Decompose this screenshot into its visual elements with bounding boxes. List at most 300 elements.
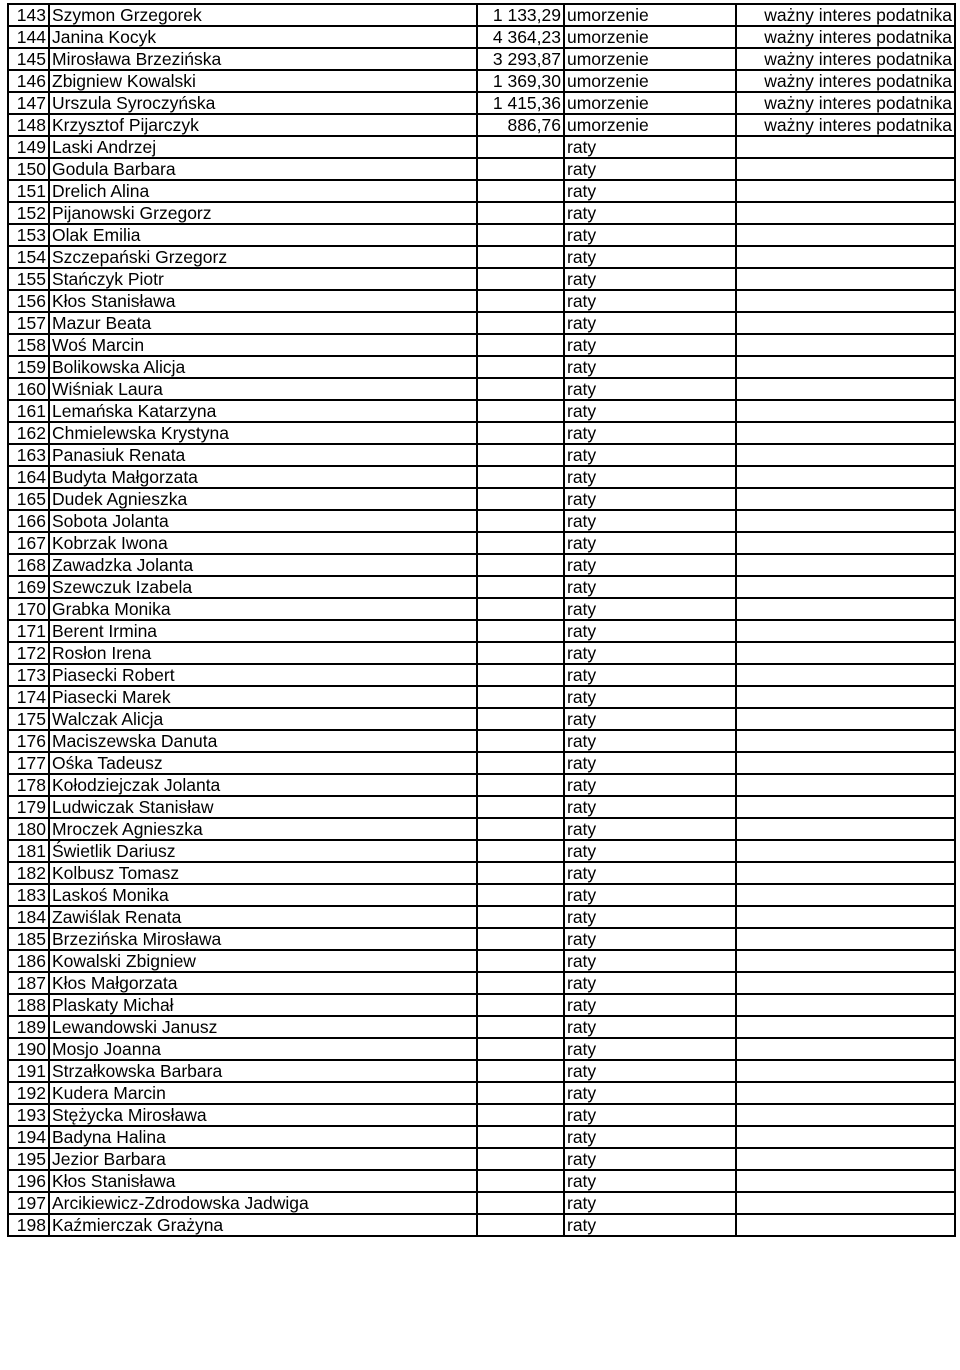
amount-cell [477,796,564,818]
person-name: Kłos Stanisława [49,1170,477,1192]
relief-type-cell: umorzenie [564,114,736,136]
table-row [8,224,955,246]
amount-cell [477,1060,564,1082]
table-row [8,774,955,796]
table-row [8,1214,955,1236]
row-number: 174 [8,686,49,708]
amount-cell [477,686,564,708]
table-row [8,202,955,224]
relief-type-cell: raty [564,884,736,906]
person-name: Panasiuk Renata [49,444,477,466]
person-name: Zawiślak Renata [49,906,477,928]
amount-cell [477,268,564,290]
relief-type-cell: raty [564,1104,736,1126]
row-number: 180 [8,818,49,840]
relief-type-cell: raty [564,1170,736,1192]
amount-cell [477,510,564,532]
row-number: 194 [8,1126,49,1148]
table-row [8,708,955,730]
reason-cell [736,1214,955,1236]
reason-cell [736,1126,955,1148]
relief-type-cell: raty [564,224,736,246]
amount-cell [477,1170,564,1192]
row-number: 163 [8,444,49,466]
person-name: Walczak Alicja [49,708,477,730]
reason-cell: ważny interes podatnika [736,92,955,114]
person-name: Badyna Halina [49,1126,477,1148]
table-row [8,334,955,356]
row-number: 179 [8,796,49,818]
amount-cell: 4 364,23 [477,26,564,48]
person-name: Drelich Alina [49,180,477,202]
relief-type-cell: raty [564,598,736,620]
row-number: 166 [8,510,49,532]
reason-cell [736,1082,955,1104]
table-row [8,1192,955,1214]
person-name: Piasecki Robert [49,664,477,686]
row-number: 153 [8,224,49,246]
table-row [8,92,955,114]
amount-cell [477,532,564,554]
amount-cell [477,444,564,466]
row-number: 184 [8,906,49,928]
relief-type-cell: raty [564,774,736,796]
reason-cell [736,488,955,510]
table-row [8,972,955,994]
row-number: 168 [8,554,49,576]
reason-cell [736,598,955,620]
reason-cell [736,752,955,774]
row-number: 190 [8,1038,49,1060]
row-number: 147 [8,92,49,114]
row-number: 170 [8,598,49,620]
row-number: 188 [8,994,49,1016]
amount-cell [477,576,564,598]
person-name: Piasecki Marek [49,686,477,708]
table-row [8,950,955,972]
person-name: Szymon Grzegorek [49,4,477,26]
amount-cell [477,1038,564,1060]
table-row [8,884,955,906]
person-name: Kłos Stanisława [49,290,477,312]
row-number: 197 [8,1192,49,1214]
row-number: 144 [8,26,49,48]
row-number: 161 [8,400,49,422]
reason-cell [736,840,955,862]
table-row [8,1104,955,1126]
reason-cell [736,642,955,664]
table-row [8,928,955,950]
table-row [8,180,955,202]
row-number: 167 [8,532,49,554]
reason-cell: ważny interes podatnika [736,114,955,136]
relief-type-cell: raty [564,466,736,488]
reason-cell [736,510,955,532]
row-number: 156 [8,290,49,312]
reason-cell [736,136,955,158]
relief-type-cell: raty [564,488,736,510]
relief-type-cell: raty [564,730,736,752]
amount-cell [477,1192,564,1214]
amount-cell [477,334,564,356]
table-row [8,48,955,70]
row-number: 182 [8,862,49,884]
relief-type-cell: raty [564,994,736,1016]
row-number: 164 [8,466,49,488]
amount-cell [477,136,564,158]
relief-type-cell: raty [564,796,736,818]
person-name: Grabka Monika [49,598,477,620]
person-name: Ludwiczak Stanisław [49,796,477,818]
row-number: 149 [8,136,49,158]
amount-cell [477,1082,564,1104]
person-name: Arcikiewicz-Zdrodowska Jadwiga [49,1192,477,1214]
person-name: Plaskaty Michał [49,994,477,1016]
reason-cell [736,664,955,686]
amount-cell [477,906,564,928]
reason-cell [736,774,955,796]
reason-cell [736,884,955,906]
amount-cell [477,994,564,1016]
person-name: Olak Emilia [49,224,477,246]
person-name: Maciszewska Danuta [49,730,477,752]
reason-cell [736,620,955,642]
amount-cell [477,356,564,378]
row-number: 186 [8,950,49,972]
relief-type-cell: raty [564,334,736,356]
row-number: 176 [8,730,49,752]
reason-cell [736,532,955,554]
reason-cell [736,246,955,268]
table-row [8,4,955,26]
table-row [8,378,955,400]
amount-cell [477,312,564,334]
table-row [8,290,955,312]
reason-cell [736,576,955,598]
relief-type-cell: raty [564,642,736,664]
row-number: 177 [8,752,49,774]
person-name: Pijanowski Grzegorz [49,202,477,224]
amount-cell: 886,76 [477,114,564,136]
row-number: 181 [8,840,49,862]
reason-cell: ważny interes podatnika [736,48,955,70]
amount-cell: 1 369,30 [477,70,564,92]
table-row [8,158,955,180]
reason-cell [736,422,955,444]
relief-type-cell: raty [564,422,736,444]
amount-cell [477,642,564,664]
table-row [8,444,955,466]
relief-type-cell: raty [564,158,736,180]
reason-cell [736,312,955,334]
table-row [8,1038,955,1060]
relief-type-cell: raty [564,620,736,642]
person-name: Jezior Barbara [49,1148,477,1170]
row-number: 148 [8,114,49,136]
table-row [8,510,955,532]
row-number: 157 [8,312,49,334]
amount-cell [477,840,564,862]
amount-cell [477,400,564,422]
relief-type-cell: raty [564,356,736,378]
relief-type-cell: raty [564,246,736,268]
reason-cell [736,796,955,818]
row-number: 196 [8,1170,49,1192]
table-row [8,312,955,334]
reason-cell [736,928,955,950]
person-name: Świetlik Dariusz [49,840,477,862]
amount-cell [477,1214,564,1236]
person-name: Zbigniew Kowalski [49,70,477,92]
amount-cell [477,862,564,884]
row-number: 152 [8,202,49,224]
row-number: 185 [8,928,49,950]
reason-cell [736,950,955,972]
relief-type-cell: raty [564,928,736,950]
person-name: Rosłon Irena [49,642,477,664]
reason-cell [736,444,955,466]
person-name: Kudera Marcin [49,1082,477,1104]
row-number: 178 [8,774,49,796]
reason-cell [736,224,955,246]
person-name: Kowalski Zbigniew [49,950,477,972]
amount-cell [477,972,564,994]
reason-cell [736,686,955,708]
amount-cell [477,290,564,312]
row-number: 143 [8,4,49,26]
table-row [8,1148,955,1170]
person-name: Mroczek Agnieszka [49,818,477,840]
amount-cell: 1 133,29 [477,4,564,26]
table-row [8,70,955,92]
row-number: 175 [8,708,49,730]
amount-cell [477,1104,564,1126]
person-name: Sobota Jolanta [49,510,477,532]
reason-cell [736,1016,955,1038]
relief-type-cell: raty [564,136,736,158]
relief-type-cell: raty [564,950,736,972]
relief-type-cell: umorzenie [564,70,736,92]
table-row [8,796,955,818]
row-number: 145 [8,48,49,70]
relief-type-cell: raty [564,1038,736,1060]
row-number: 159 [8,356,49,378]
row-number: 173 [8,664,49,686]
amount-cell [477,1016,564,1038]
reason-cell [736,862,955,884]
person-name: Woś Marcin [49,334,477,356]
relief-type-cell: umorzenie [564,26,736,48]
person-name: Laskoś Monika [49,884,477,906]
table-row [8,466,955,488]
reason-cell [736,1060,955,1082]
table-row [8,246,955,268]
table-row [8,994,955,1016]
person-name: Mazur Beata [49,312,477,334]
relief-type-cell: raty [564,400,736,422]
table-row [8,1126,955,1148]
amount-cell [477,488,564,510]
table-row [8,400,955,422]
table-row [8,620,955,642]
relief-type-cell: umorzenie [564,4,736,26]
reason-cell [736,400,955,422]
row-number: 165 [8,488,49,510]
reason-cell [736,906,955,928]
table-row [8,136,955,158]
amount-cell [477,202,564,224]
relief-type-cell: raty [564,202,736,224]
person-name: Laski Andrzej [49,136,477,158]
amount-cell [477,422,564,444]
person-name: Lewandowski Janusz [49,1016,477,1038]
person-name: Kłos Małgorzata [49,972,477,994]
amount-cell: 3 293,87 [477,48,564,70]
reason-cell [736,1104,955,1126]
reason-cell: ważny interes podatnika [736,26,955,48]
reason-cell [736,202,955,224]
person-name: Berent Irmina [49,620,477,642]
reason-cell [736,180,955,202]
table-row [8,26,955,48]
relief-type-cell: raty [564,510,736,532]
amount-cell [477,708,564,730]
amount-cell [477,818,564,840]
relief-type-cell: raty [564,862,736,884]
relief-type-cell: raty [564,312,736,334]
reason-cell [736,994,955,1016]
relief-type-cell: raty [564,906,736,928]
row-number: 162 [8,422,49,444]
reason-cell: ważny interes podatnika [736,4,955,26]
row-number: 193 [8,1104,49,1126]
relief-type-cell: raty [564,664,736,686]
row-number: 154 [8,246,49,268]
person-name: Kolbusz Tomasz [49,862,477,884]
table-row [8,576,955,598]
table-row [8,752,955,774]
amount-cell [477,246,564,268]
person-name: Janina Kocyk [49,26,477,48]
relief-type-cell: umorzenie [564,92,736,114]
amount-cell [477,158,564,180]
table-row [8,422,955,444]
amount-cell [477,884,564,906]
person-name: Lemańska Katarzyna [49,400,477,422]
relief-type-cell: raty [564,532,736,554]
table-row [8,906,955,928]
table-row [8,1060,955,1082]
reason-cell [736,268,955,290]
row-number: 198 [8,1214,49,1236]
amount-cell [477,1126,564,1148]
relief-type-cell: raty [564,554,736,576]
relief-type-cell: raty [564,752,736,774]
amount-cell [477,224,564,246]
person-name: Stańczyk Piotr [49,268,477,290]
table-row [8,686,955,708]
table-row [8,114,955,136]
row-number: 155 [8,268,49,290]
row-number: 192 [8,1082,49,1104]
table-row [8,554,955,576]
person-name: Mosjo Joanna [49,1038,477,1060]
reason-cell [736,1148,955,1170]
amount-cell [477,1148,564,1170]
row-number: 195 [8,1148,49,1170]
person-name: Kołodziejczak Jolanta [49,774,477,796]
amount-cell [477,752,564,774]
table-row [8,1082,955,1104]
person-name: Chmielewska Krystyna [49,422,477,444]
row-number: 150 [8,158,49,180]
table-row [8,862,955,884]
table-row [8,598,955,620]
reason-cell [736,554,955,576]
relief-type-cell: raty [564,180,736,202]
person-name: Stężycka Mirosława [49,1104,477,1126]
table-row [8,840,955,862]
table-row [8,1016,955,1038]
row-number: 169 [8,576,49,598]
amount-cell [477,774,564,796]
person-name: Strzałkowska Barbara [49,1060,477,1082]
amount-cell [477,950,564,972]
reason-cell [736,158,955,180]
person-name: Kobrzak Iwona [49,532,477,554]
relief-type-cell: raty [564,268,736,290]
table-body [8,4,955,1236]
table-row [8,818,955,840]
reason-cell [736,334,955,356]
person-name: Zawadzka Jolanta [49,554,477,576]
amount-cell [477,180,564,202]
table-row [8,488,955,510]
row-number: 191 [8,1060,49,1082]
table-row [8,1170,955,1192]
amount-cell [477,554,564,576]
amount-cell [477,466,564,488]
relief-type-cell: raty [564,290,736,312]
person-name: Bolikowska Alicja [49,356,477,378]
relief-type-cell: raty [564,1016,736,1038]
reason-cell: ważny interes podatnika [736,70,955,92]
relief-type-cell: raty [564,840,736,862]
table-row [8,642,955,664]
reason-cell [736,1192,955,1214]
reason-cell [736,818,955,840]
relief-type-cell: raty [564,1082,736,1104]
person-name: Kaźmierczak Grażyna [49,1214,477,1236]
relief-type-cell: raty [564,1148,736,1170]
relief-type-cell: umorzenie [564,48,736,70]
relief-type-cell: raty [564,1214,736,1236]
reason-cell [736,1038,955,1060]
row-number: 183 [8,884,49,906]
person-name: Szczepański Grzegorz [49,246,477,268]
table-row [8,356,955,378]
reason-cell [736,466,955,488]
reason-cell [736,378,955,400]
row-number: 151 [8,180,49,202]
person-name: Wiśniak Laura [49,378,477,400]
amount-cell [477,664,564,686]
row-number: 172 [8,642,49,664]
person-name: Szewczuk Izabela [49,576,477,598]
row-number: 146 [8,70,49,92]
row-number: 187 [8,972,49,994]
row-number: 189 [8,1016,49,1038]
